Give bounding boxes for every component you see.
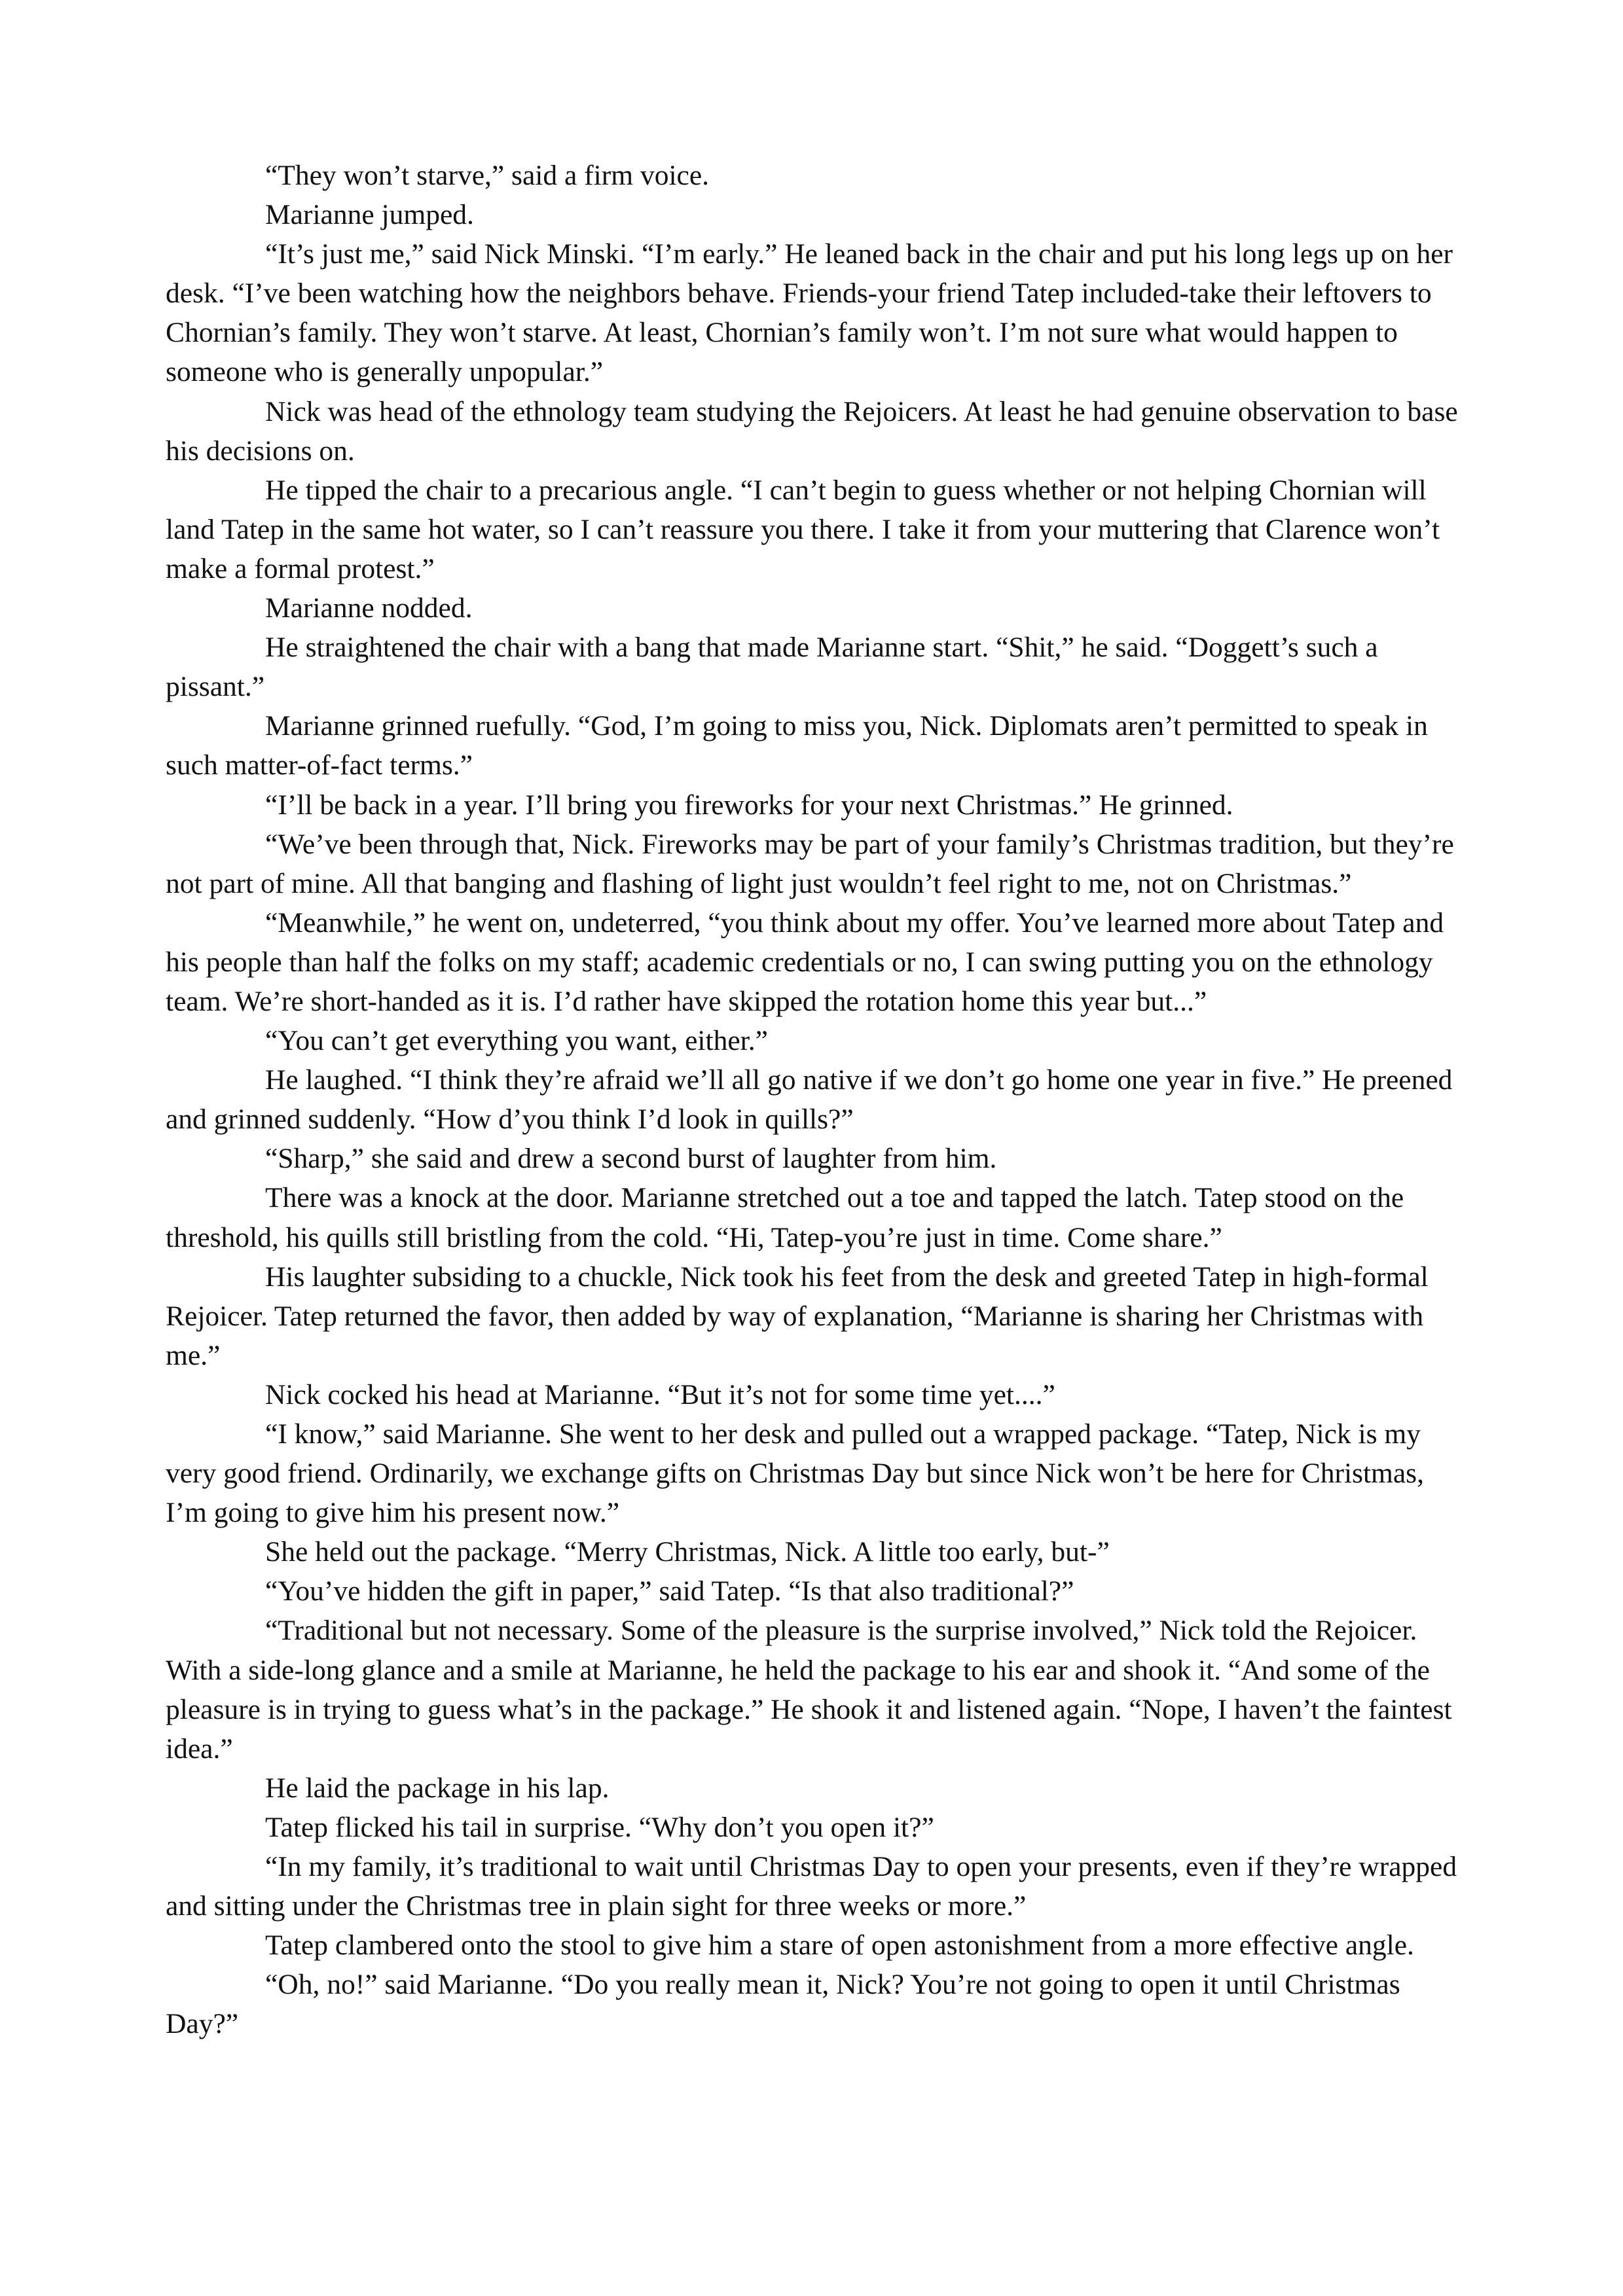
paragraph: His laughter subsiding to a chuckle, Nick took his feet from the desk and greeted Tatep in high-formal Rejoicer. Tatep returned the favor, then added by way of explanation, “Marianne is sharing her Christmas with me.” [166, 1261, 1429, 1371]
paragraph: “We’ve been through that, Nick. Fireworks may be part of your family’s Christmas tradition, but they’re not part of mine. All that banging and flashing of light just wouldn’t feel right to me, not on Christmas.” [166, 828, 1454, 899]
paragraph: Tatep clambered onto the stool to give him a stare of open astonishment from a more effective angle. [265, 1929, 1414, 1962]
paragraph: Nick cocked his head at Marianne. “But it’s not for some time yet....” [265, 1378, 1055, 1410]
paragraph: “They won’t starve,” said a firm voice. [265, 160, 710, 191]
body-text [166, 156, 1465, 2044]
paragraph: “You’ve hidden the gift in paper,” said Tatep. “Is that also traditional?” [265, 1575, 1074, 1607]
paragraph: Marianne grinned ruefully. “God, I’m going to miss you, Nick. Diplomats aren’t permitted to speak in such matter-of-fact terms.” [166, 710, 1428, 781]
paragraph: She held out the package. “Merry Christmas, Nick. A little too early, but-” [265, 1536, 1110, 1568]
paragraph: Marianne jumped. [265, 199, 474, 231]
paragraph: “You can’t get everything you want, either.” [265, 1025, 768, 1057]
paragraph: “I know,” said Marianne. She went to her desk and pulled out a wrapped package. “Tatep, Nick is my very good friend. Ordinarily, we exchange gifts on Christmas Day but since Nick won’t be here for Christmas, I’m going to give him his present now.” [166, 1418, 1424, 1529]
paragraph: Tatep flicked his tail in surprise. “Why don’t you open it?” [265, 1811, 934, 1843]
paragraph: “I’ll be back in a year. I’ll bring you fireworks for your next Christmas.” He grinned. [265, 789, 1233, 821]
paragraph: He straightened the chair with a bang that made Marianne start. “Shit,” he said. “Doggett’s such a pissant.” [166, 632, 1378, 703]
paragraph: He tipped the chair to a precarious angle. “I can’t begin to guess whether or not helping Chornian will land Tatep in the same hot water, so I can’t reassure you there. I take it from your muttering that Clarence won’t make a formal protest.” [166, 474, 1440, 584]
paragraph: “Traditional but not necessary. Some of the pleasure is the surprise involved,” Nick told the Rejoicer. With a side-long glance and a smile at Marianne, he held the package to his ear and shook it. “And some of the pleasure is in trying to guess what’s in the package.” He shook it and listened again. “Nope, I haven’t the faintest idea.” [166, 1615, 1452, 1765]
paragraph: Nick was head of the ethnology team studying the Rejoicers. At least he had genuine observation to base his decisions on. [166, 395, 1458, 467]
paragraph: “Meanwhile,” he went on, undeterred, “you think about my offer. You’ve learned more about Tatep and his people than half the folks on my staff; academic credentials or no, I can swing putting you on the ethnology team. We’re short-handed as it is. I’d rather have skipped the rotation home this year but...” [166, 906, 1444, 1017]
paragraph: Marianne nodded. [265, 592, 473, 624]
paragraph: “Sharp,” she said and drew a second burst of laughter from him. [265, 1143, 997, 1175]
paragraph: There was a knock at the door. Marianne stretched out a toe and tapped the latch. Tatep stood on the threshold, his quills still bristling from the cold. “Hi, Tatep-you’re just in time. Come share.” [166, 1182, 1404, 1253]
paragraph: “It’s just me,” said Nick Minski. “I’m early.” He leaned back in the chair and put his long legs up on her desk. “I’ve been watching how the neighbors behave. Friends-your friend Tatep included-take their leftovers to Chornian’s family. They won’t starve. At least, Chornian’s family won’t. I’m not sure what would happen to someone who is generally unpopular.” [166, 238, 1453, 388]
paragraph: He laughed. “I think they’re afraid we’ll all go native if we don’t go home one year in five.” He preened and grinned suddenly. “How d’you think I’d look in quills?” [166, 1064, 1453, 1136]
paragraph: He laid the package in his lap. [265, 1772, 610, 1804]
paragraph: “Oh, no!” said Marianne. “Do you really mean it, Nick? You’re not going to open it until Christmas Day?” [166, 1969, 1400, 2040]
paragraph: “In my family, it’s traditional to wait until Christmas Day to open your presents, even if they’re wrapped and sitting under the Christmas tree in plain sight for three weeks or more.” [166, 1851, 1457, 1922]
